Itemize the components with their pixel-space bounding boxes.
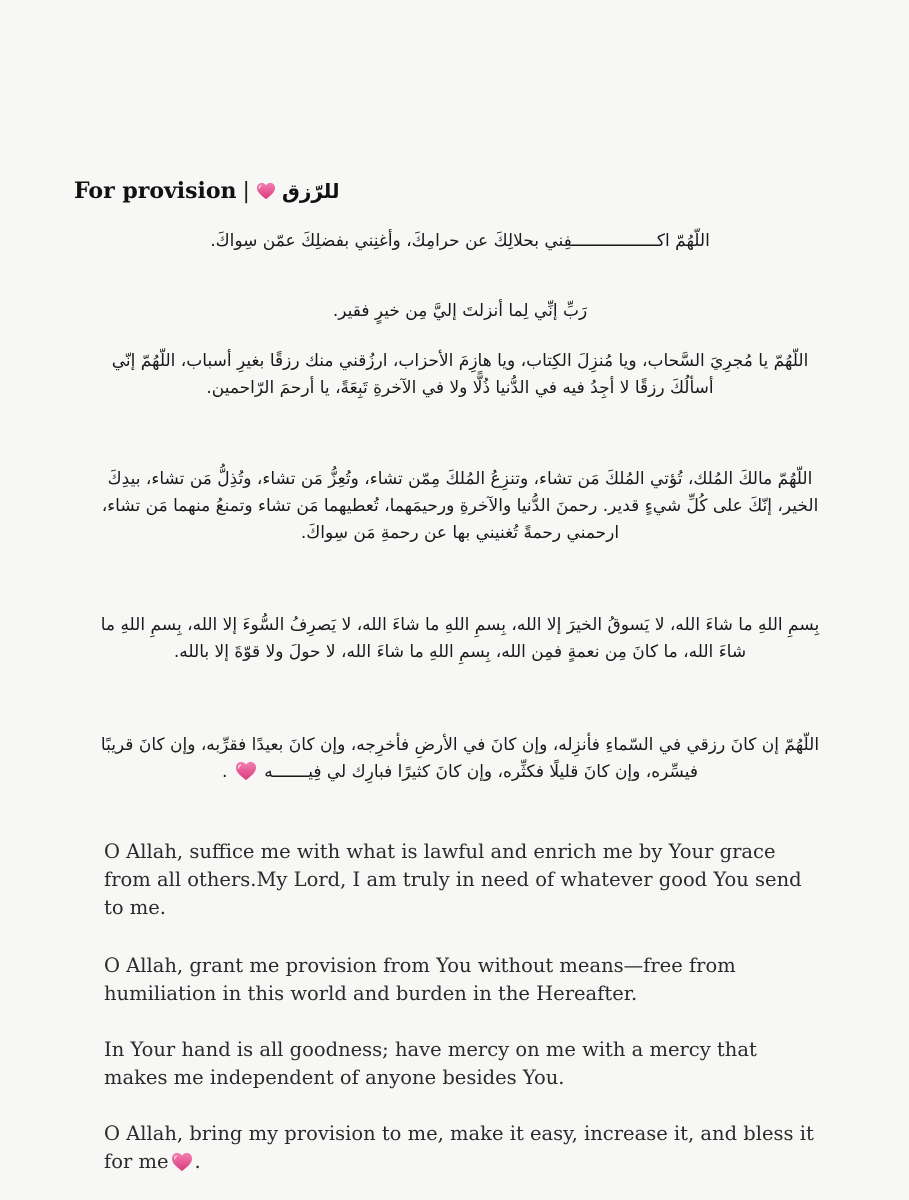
english-paragraph-4 — [104, 1120, 824, 1176]
pink-heart-icon — [235, 761, 257, 781]
heading-arabic: للرّزق — [281, 179, 340, 203]
heading-separator: | — [242, 178, 250, 204]
english-paragraph-3: In Your hand is all goodness; have mercy on me with a mercy that makes me independent of anyone besides You. — [104, 1038, 757, 1089]
pink-heart-icon — [171, 1152, 193, 1172]
arabic-paragraph-4: اللّهُمّ مالكَ المُلك، تُؤتي المُلكَ مَن تشاء، وتنزِعُ المُلكَ مِمّن تشاء، وتُعِزُّ مَن تشاء، وتُذِلُّ مَن تشاء، بيدِكَ الخير، إنّكَ على كُلِّ شيءٍ قدير. رحمنَ الدُّنيا والآخرةِ ورحيمَهما، تُعطيهما مَن تشاء وتمنعُ منهما مَن تشاء، ارحمني رحمةً تُغنيني بها عن رحمةِ مَن سِواكَ. — [101, 469, 819, 543]
pink-heart-icon — [256, 182, 276, 200]
english-paragraph-1: O Allah, suffice me with what is lawful and enrich me by Your grace from all others.My Lord, I am truly in need of whatever good You send to me. — [104, 840, 802, 919]
heading-english: For provision — [74, 178, 237, 204]
arabic-period: . — [222, 762, 228, 782]
arabic-paragraph-3: اللّهُمّ يا مُجرِيَ السَّحاب، ويا مُنزِلَ الكِتاب، ويا هازِمَ الأحزاب، ارزُقني منك رزقًا بغيرِ أسباب، اللّهُمّ إنّي أسألُكَ رزقًا لا أجِدُ فيه في الدُّنيا ذُلًّا ولا في الآخرةِ تَبِعَةً، يا أرحمَ الرّاحمين. — [111, 351, 809, 398]
arabic-paragraph-1: اللّهُمّ اكـــــــــــــــــفِني بحلالِكَ عن حرامِكَ، وأغنِني بفضلِكَ عمّن سِواكَ. — [210, 231, 710, 251]
english-paragraph-2: O Allah, grant me provision from You without means—free from humiliation in this world and burden in the Hereafter. — [104, 954, 736, 1005]
english-paragraph-4-text: O Allah, bring my provision to me, make it easy, increase it, and bless it for me — [104, 1122, 814, 1173]
arabic-paragraph-6 — [100, 732, 820, 786]
arabic-paragraph-2: رَبِّ إنِّي لِما أنزلتَ إليَّ مِن خيرٍ فقير. — [332, 301, 588, 321]
english-period: . — [194, 1150, 201, 1173]
section-heading — [74, 174, 339, 208]
arabic-paragraph-6-text: اللّهُمّ إن كانَ رزقي في السّماءِ فأنزِله، وإن كانَ في الأرضِ فأخرِجه، وإن كانَ بعيدًا فقرِّبه، وإن كانَ قريبًا فيسِّره، وإن كانَ قليلًا فكثِّره، وإن كانَ كثيرًا فبارِك لي فِيـــــــه — [100, 735, 820, 782]
arabic-paragraph-5: بِسمِ اللهِ ما شاءَ الله، لا يَسوقُ الخيرَ إلا الله، بِسمِ اللهِ ما شاءَ الله، لا يَصرِفُ السُّوءَ إلا الله، بِسمِ اللهِ ما شاءَ الله، ما كانَ مِن نعمةٍ فمِن الله، بِسمِ اللهِ ما شاءَ الله، لا حولَ ولا قوّةَ إلا بالله. — [100, 615, 820, 662]
